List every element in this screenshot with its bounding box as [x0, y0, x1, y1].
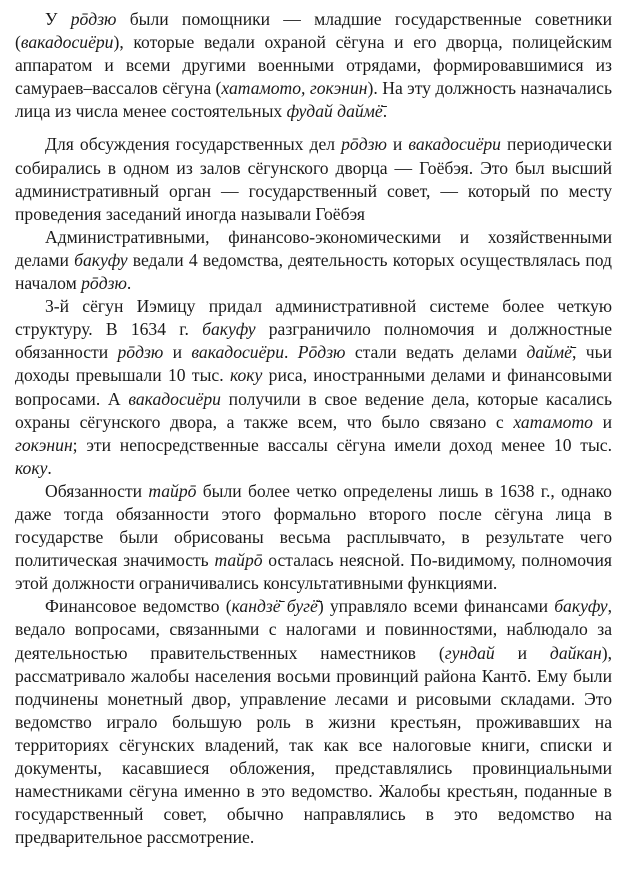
italic-term: коку: [229, 365, 263, 386]
text-run: Финансовое ведомство (: [45, 596, 232, 617]
text-run: 3-й сёгун Иэмицу придал административной системе более четкую структуру. В 1634 г.: [15, 296, 612, 340]
text-run: получили в свое ведение дела, которые касались охраны сёгунского двора, а также всем, что было связано с: [15, 388, 612, 432]
text-run: стали ведать делами: [345, 342, 527, 363]
paragraph-finansovoe-vedomstvo: [15, 595, 612, 849]
text-run: ; эти непосредственные вассалы сёгуна имели доход менее 10 тыс.: [72, 434, 612, 455]
italic-term: вакадосиёри: [20, 32, 114, 53]
italic-term: кандзё̄ бугё̄: [231, 596, 318, 617]
text-run: Административными, финансово-экономическими и хозяйственными делами: [15, 226, 612, 270]
italic-term: хатамото, гокэнин: [221, 78, 368, 99]
italic-term: Рōдзю: [297, 342, 346, 363]
italic-term: рōдзю: [117, 342, 164, 363]
text-run: ведали 4 ведомства, деятельность которых осуществлялась под началом: [15, 249, 612, 294]
text-run: и: [592, 411, 612, 432]
italic-term: рōдзю: [341, 134, 387, 155]
text-run: и: [494, 642, 550, 663]
text-run: и: [386, 134, 409, 155]
text-run: периодически собирались в одном из залов сёгунского дворца — Гоёбэя. Это был высший административный орган — государственный совет, — который по месту проведения заседаний иногда называли Гоёбэя: [15, 134, 612, 224]
text-run: .: [284, 342, 298, 363]
text-run: разграничило полномочия и должностные обязанности: [15, 319, 612, 363]
text-run: ), рассматривало жалобы населения восьми провинций района Кантō. Ему были подчинены монетный двор, управление лесами и рисовыми складами. Это ведомство играло большую роль в жизни крестьян, проживавших на территориях сёгунских владений, так как все налоговые книги, списки и документы, касавшиеся обложения, представлялись провинциальными наместниками сёгуна именно в это ведомство. Жалобы крестьян, поданные в государственный совет, обычно направлялись в это ведомство на предварительное рассмотрение.: [15, 642, 612, 848]
italic-term: коку: [15, 457, 48, 478]
italic-term: дайкан: [549, 642, 602, 663]
paragraph-gosudarstvennyi-sovet: [15, 133, 612, 225]
paragraph-iemitsu: [15, 295, 612, 480]
italic-term: фудай даймё̄: [286, 101, 383, 122]
italic-term: гокэнин: [15, 434, 73, 455]
italic-term: бакуфу: [554, 596, 608, 617]
italic-term: хатамото: [513, 411, 593, 432]
text-run: были помощники — младшие государственные советники (: [15, 9, 612, 53]
text-run: .: [382, 101, 388, 122]
italic-term: вакадосиёри: [128, 388, 221, 409]
text-run: осталась неясной. По-видимому, полномочия этой должности ограничивались консультативными функциями.: [15, 550, 612, 594]
text-run: , чьи доходы превышали 10 тыс.: [15, 342, 613, 386]
italic-term: бакуфу: [202, 319, 256, 340]
document-page: [15, 8, 612, 849]
text-run: ). На эту должность назначались лица из числа менее состоятельных: [15, 78, 612, 122]
text-run: , ведало вопросами, связанными с налогами и повинностями, наблюдало за деятельностью правительственных наместников (: [15, 596, 613, 663]
italic-term: тайрō: [214, 550, 263, 571]
paragraph-tairo: [15, 480, 612, 595]
text-run: были более четко определены лишь в 1638 г., однако даже тогда обязанности этого формально второго после сёгуна лица в государстве были обрисованы весьма расплывчато, в результате чего политическая значимость: [15, 480, 612, 571]
text-run: Для обсуждения государственных дел: [45, 134, 342, 155]
italic-term: даймё̄: [526, 342, 572, 363]
italic-term: рōдзю: [81, 273, 127, 294]
text-run: ), которые ведали охраной сёгуна и его дворца, полицейским аппаратом и всеми другими военными отрядами, формировавшимися из самураев–вассалов сёгуна (: [15, 32, 612, 99]
text-run: Обязанности: [45, 480, 149, 501]
italic-term: бакуфу: [74, 249, 128, 270]
text-run: ) управляло всеми финансами: [317, 596, 555, 617]
italic-term: гундай: [444, 642, 495, 663]
paragraph-vedomstva: [15, 226, 612, 295]
text-run: .: [47, 457, 52, 478]
text-run: риса, иностранными делами и финансовыми вопросами. А: [15, 365, 612, 409]
italic-term: рōдзю: [70, 9, 117, 29]
text-run: .: [126, 273, 132, 294]
paragraph-pomoshniki: [15, 8, 612, 123]
text-run: У: [45, 9, 71, 29]
italic-term: вакадосиёри: [191, 342, 284, 363]
italic-term: вакадосиёри: [408, 134, 501, 155]
text-run: и: [163, 342, 192, 363]
italic-term: тайрō: [148, 480, 197, 501]
